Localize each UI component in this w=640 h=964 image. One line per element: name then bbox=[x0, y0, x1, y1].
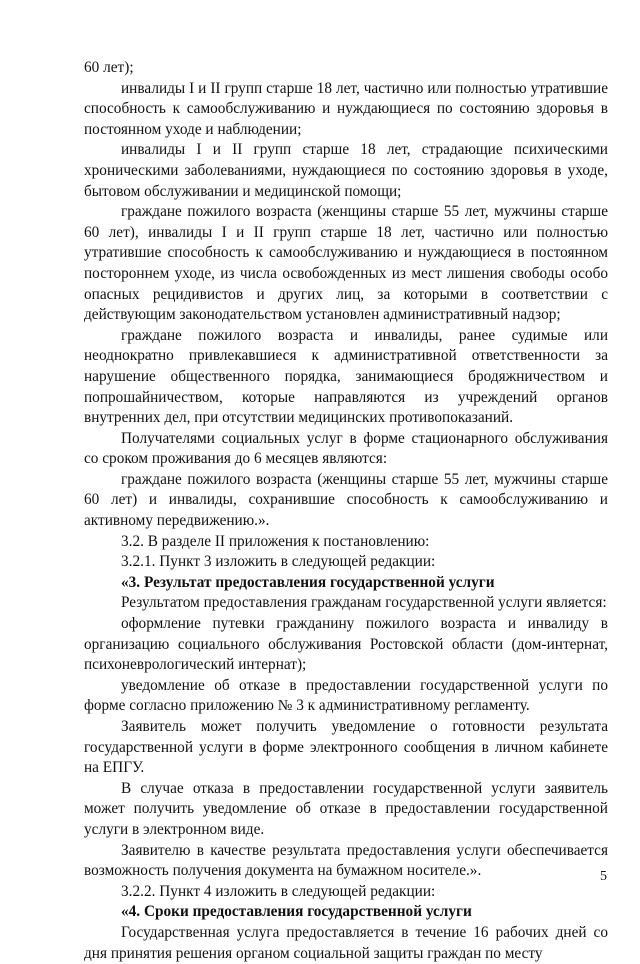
paragraph-refusal-electronic: В случае отказа в предоставлении государственной услуги заявитель может получить уведомление об отказе в предоставлении государственной услуги в электронном виде. bbox=[84, 779, 608, 838]
heading-result: «3. Результат предоставления государственной услуги bbox=[121, 573, 495, 591]
document-body bbox=[84, 58, 608, 964]
paragraph-recipients-intro: Получателями социальных услуг в форме стационарного обслуживания со сроком проживания до 6 месяцев являются: bbox=[84, 429, 608, 468]
paragraph-refusal-notice: уведомление об отказе в предоставлении государственной услуги по форме согласно приложению № 3 к административному регламенту. bbox=[84, 676, 608, 715]
paragraph-paper-document: Заявителю в качестве результата предоставления услуги обеспечивается возможность получения документа на бумажном носителе.». bbox=[84, 841, 608, 880]
paragraph-voucher: оформление путевки гражданину пожилого возраста и инвалиду в организацию социального обслуживания Ростовской области (дом-интернат, психоневрологический интернат); bbox=[84, 615, 608, 674]
heading-terms: «4. Сроки предоставления государственной услуги bbox=[121, 903, 472, 921]
paragraph-section-3-2-2: 3.2.2. Пункт 4 изложить в следующей редакции: bbox=[121, 882, 436, 900]
paragraph-readiness-notice: Заявитель может получить уведомление о готовности результата государственной услуги в форме электронного сообщения в личном кабинете на ЕПГУ. bbox=[84, 718, 608, 777]
paragraph-result-intro: Результатом предоставления гражданам государственной услуги является: bbox=[121, 594, 607, 612]
paragraph-continuation: 60 лет); bbox=[84, 59, 134, 76]
paragraph-disabled-partial: инвалиды I и II групп старше 18 лет, частично или полностью утратившие способность к самообслуживанию и нуждающиеся по состоянию здоровья в постоянном уходе и наблюдении; bbox=[84, 79, 608, 138]
page-number: 5 bbox=[600, 869, 607, 884]
paragraph-elderly-released: граждане пожилого возраста (женщины старше 55 лет, мужчины старше 60 лет), инвалиды I и II групп старше 18 лет, частично или полностью утратившие способность к самообслуживанию и нуждающиеся в постоянном постороннем уходе, из числа освобожденных из мест лишения свободы особо опасных рецидивистов и других лиц, за которыми в соответствии с действующим законодательством установлен административный надзор; bbox=[84, 203, 608, 324]
paragraph-section-3-2: 3.2. В разделе II приложения к постановлению: bbox=[121, 532, 430, 550]
paragraph-section-3-2-1: 3.2.1. Пункт 3 изложить в следующей редакции: bbox=[121, 553, 436, 571]
paragraph-recipients-elderly: граждане пожилого возраста (женщины старше 55 лет, мужчины старше 60 лет) и инвалиды, сохранившие способность к самообслуживанию и активному передвижению.». bbox=[84, 470, 608, 530]
paragraph-terms-text: Государственная услуга предоставляется в течение 16 рабочих дней со дня принятия решения органом социальной защиты граждан по месту bbox=[84, 923, 608, 962]
paragraph-disabled-mental: инвалиды I и II групп старше 18 лет, страдающие психическими хроническими заболеваниями, нуждающиеся по состоянию здоровья в уходе, бытовом обслуживании и медицинской помощи; bbox=[84, 141, 608, 200]
paragraph-elderly-convicted: граждане пожилого возраста и инвалиды, ранее судимые или неоднократно привлекавшиеся к административной ответственности за нарушение общественного порядка, занимающиеся бродяжничеством и попрошайничеством, которые направляются из учреждений органов внутренних дел, при отсутствии медицинских противопоказаний. bbox=[84, 326, 608, 427]
